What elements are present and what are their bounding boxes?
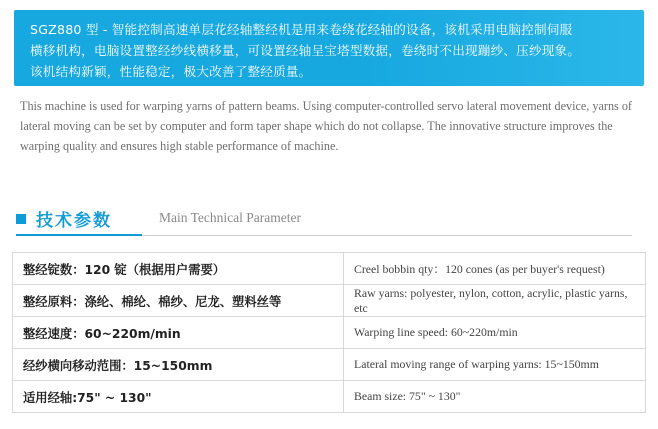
- heading-underline-accent: [16, 234, 142, 236]
- table-row: [13, 381, 646, 413]
- technical-parameter-heading: [16, 206, 632, 236]
- spec-label-cn: 整经原料：涤纶、棉纶、棉纱、尼龙、塑料丝等: [13, 285, 344, 317]
- section-title-en: Main Technical Parameter: [159, 210, 301, 225]
- spec-label-en: Beam size: 75" ~ 130": [344, 381, 646, 413]
- product-description-banner: [14, 10, 644, 86]
- banner-line-3: 该机结构新颖，性能稳定，极大改善了整经质量。: [30, 64, 312, 79]
- english-description-paragraph: This machine is used for warping yarns of pattern beams. Using computer-controlled servo lateral movement device, yarns of lateral moving can be set by computer and form taper shape which do not collapse. The innovative structure improves the warping quality and ensures high stable performance of machine.: [20, 99, 632, 153]
- square-bullet-icon: [16, 214, 26, 224]
- table-row: [13, 253, 646, 285]
- spec-label-cn: 整经速度：60~220m/min: [13, 317, 344, 349]
- spec-label-en: Raw yarns: polyester, nylon, cotton, acrylic, plastic yarns, etc: [344, 285, 646, 317]
- banner-line-1: SGZ880 型 - 智能控制高速单层花经轴整经机是用来卷绕花经轴的设备，该机采用电脑控制伺服: [30, 22, 573, 37]
- heading-underline-light: [142, 235, 632, 236]
- spec-label-en: Warping line speed: 60~220m/min: [344, 317, 646, 349]
- spec-label-en: Creel bobbin qty：120 cones (as per buyer's request): [344, 253, 646, 285]
- table-row: [13, 349, 646, 381]
- banner-line-2: 横移机构，电脑设置整经纱线横移量，可设置经轴呈宝塔型数据，卷绕时不出现蹦纱、压纱现象。: [30, 43, 581, 58]
- spec-label-cn: 经纱横向移动范围：15~150mm: [13, 349, 344, 381]
- table-row: [13, 317, 646, 349]
- spec-label-cn: 适用经轴:75" ~ 130": [13, 381, 344, 413]
- table-row: [13, 285, 646, 317]
- spec-label-en: Lateral moving range of warping yarns: 15~150mm: [344, 349, 646, 381]
- technical-parameters-table: [12, 252, 646, 413]
- section-title-cn: 技术参数: [36, 211, 112, 231]
- spec-label-cn: 整经锭数：120 锭（根据用户需要）: [13, 253, 344, 285]
